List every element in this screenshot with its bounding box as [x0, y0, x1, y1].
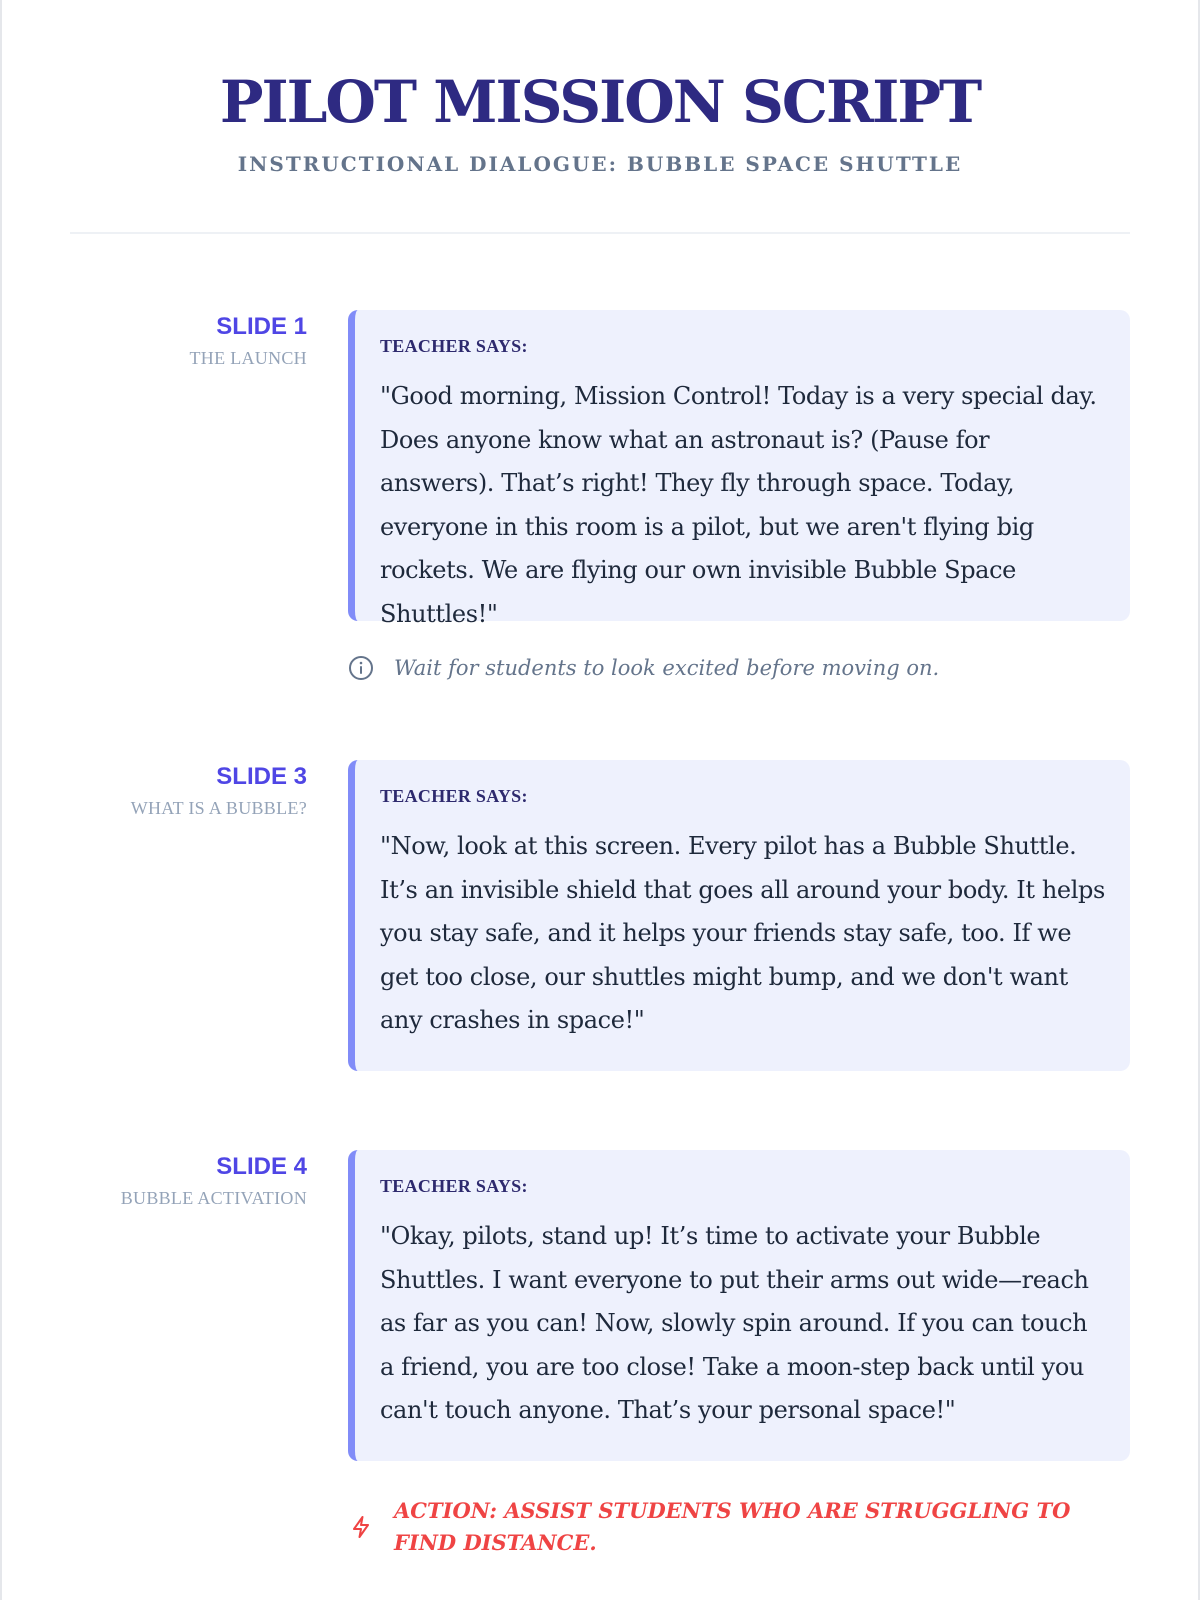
info-icon	[348, 655, 374, 681]
card-label: TEACHER SAYS:	[380, 1176, 528, 1196]
slide-title: WHAT IS A BUBBLE?	[130, 798, 307, 818]
slide-number: SLIDE 3	[216, 763, 307, 790]
teacher-dialogue: "Now, look at this screen. Every pilot has a Bubble Shuttle. It’s an invisible shield that goes all around your body. It helps you stay safe, and it helps your friends stay safe, too. If we get too close, our shuttles might bump, and we don't want any crashes in space!"	[380, 832, 1105, 1034]
page-subtitle: INSTRUCTIONAL DIALOGUE: BUBBLE SPACE SHUTTLE	[237, 152, 963, 176]
slide-meta	[70, 762, 307, 819]
page-header	[70, 0, 1130, 234]
slide-number: SLIDE 4	[216, 1153, 307, 1180]
action-note	[348, 1495, 1130, 1559]
slide-title: BUBBLE ACTIVATION	[120, 1188, 307, 1208]
teacher-says-card	[348, 760, 1130, 1071]
lightning-icon	[348, 1514, 374, 1540]
slide-number: SLIDE 1	[216, 313, 307, 340]
slide-meta	[70, 312, 307, 369]
action-text: ACTION: ASSIST STUDENTS WHO ARE STRUGGLING TO FIND DISTANCE.	[394, 1498, 1071, 1555]
slide-meta	[70, 1152, 307, 1209]
teacher-says-card	[348, 310, 1130, 628]
header-divider	[70, 232, 1130, 234]
teacher-note	[348, 655, 1130, 681]
slide-title: THE LAUNCH	[189, 348, 307, 368]
note-text: Wait for students to look excited before moving on.	[394, 656, 940, 680]
card-label: TEACHER SAYS:	[380, 336, 528, 356]
teacher-dialogue: "Good morning, Mission Control! Today is a very special day. Does anyone know what an astronaut is? (Pause for answers). That’s right! They fly through space. Today, everyone in this room is a pilot, but we aren't flying big rockets. We are flying our own invisible Bubble Space Shuttles!"	[380, 382, 1097, 628]
teacher-dialogue: "Okay, pilots, stand up! It’s time to activate your Bubble Shuttles. I want everyone to put their arms out wide—reach as far as you can! Now, slowly spin around. If you can touch a friend, you are too close! Take a moon-step back until you can't touch anyone. That’s your personal space!"	[380, 1222, 1089, 1424]
teacher-says-card	[348, 1150, 1130, 1461]
page-title: PILOT MISSION SCRIPT	[219, 68, 981, 136]
card-label: TEACHER SAYS:	[380, 786, 528, 806]
